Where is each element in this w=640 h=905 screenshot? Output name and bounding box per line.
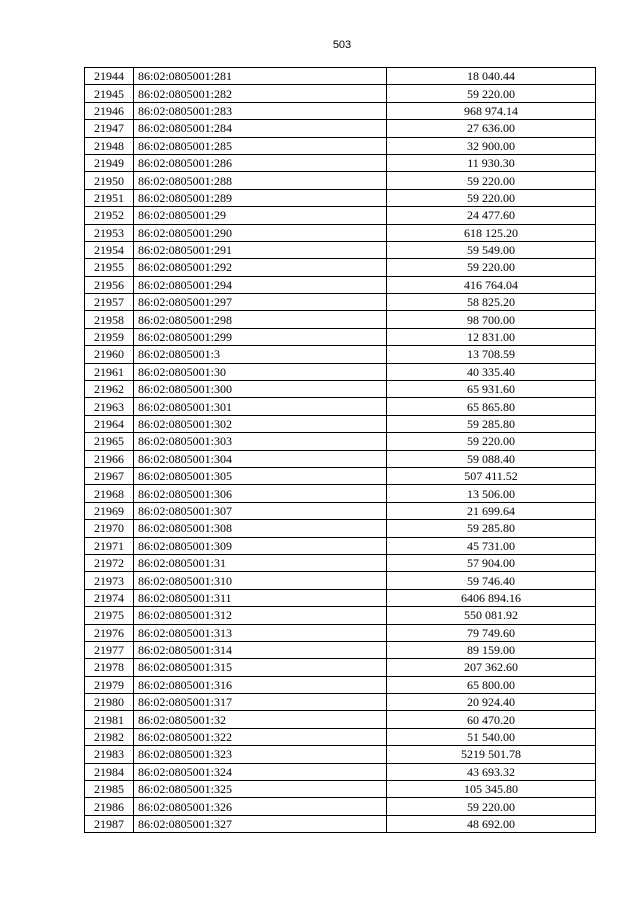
cadastral-number-cell: 86:02:0805001:290 [134,224,387,241]
row-number-cell: 21987 [85,815,134,832]
cadastral-number-cell: 86:02:0805001:322 [134,728,387,745]
table-row [85,520,596,537]
table-row [85,137,596,154]
row-number-cell: 21967 [85,467,134,484]
row-number-cell: 21960 [85,346,134,363]
value-cell: 24 477.60 [387,207,596,224]
cadastral-number-cell: 86:02:0805001:323 [134,746,387,763]
row-number-cell: 21956 [85,276,134,293]
cadastral-number-cell: 86:02:0805001:307 [134,502,387,519]
row-number-cell: 21982 [85,728,134,745]
value-cell: 6406 894.16 [387,589,596,606]
value-cell: 59 285.80 [387,415,596,432]
table-row [85,102,596,119]
table-row [85,554,596,571]
value-cell: 98 700.00 [387,311,596,328]
cadastral-number-cell: 86:02:0805001:305 [134,467,387,484]
table-row [85,207,596,224]
cadastral-number-cell: 86:02:0805001:313 [134,624,387,641]
table-row [85,589,596,606]
row-number-cell: 21977 [85,641,134,658]
table-row [85,241,596,258]
row-number-cell: 21945 [85,85,134,102]
value-cell: 40 335.40 [387,363,596,380]
cadastral-number-cell: 86:02:0805001:289 [134,189,387,206]
table-row [85,450,596,467]
cadastral-number-cell: 86:02:0805001:297 [134,294,387,311]
cadastral-number-cell: 86:02:0805001:303 [134,433,387,450]
cadastral-number-cell: 86:02:0805001:283 [134,102,387,119]
row-number-cell: 21947 [85,120,134,137]
row-number-cell: 21944 [85,68,134,85]
cadastral-number-cell: 86:02:0805001:324 [134,763,387,780]
value-cell: 13 708.59 [387,346,596,363]
table-row [85,676,596,693]
row-number-cell: 21976 [85,624,134,641]
cadastral-number-cell: 86:02:0805001:286 [134,154,387,171]
cadastral-number-cell: 86:02:0805001:309 [134,537,387,554]
table-row [85,172,596,189]
value-cell: 59 220.00 [387,85,596,102]
cadastral-number-cell: 86:02:0805001:325 [134,781,387,798]
value-cell: 32 900.00 [387,137,596,154]
row-number-cell: 21951 [85,189,134,206]
cadastral-number-cell: 86:02:0805001:3 [134,346,387,363]
value-cell: 65 865.80 [387,398,596,415]
table-row [85,120,596,137]
table-row [85,467,596,484]
cadastral-number-cell: 86:02:0805001:317 [134,694,387,711]
row-number-cell: 21978 [85,659,134,676]
cadastral-number-cell: 86:02:0805001:301 [134,398,387,415]
value-cell: 12 831.00 [387,328,596,345]
row-number-cell: 21979 [85,676,134,693]
row-number-cell: 21986 [85,798,134,815]
cadastral-number-cell: 86:02:0805001:298 [134,311,387,328]
cadastral-number-cell: 86:02:0805001:291 [134,241,387,258]
value-cell: 65 931.60 [387,381,596,398]
value-cell: 207 362.60 [387,659,596,676]
row-number-cell: 21983 [85,746,134,763]
value-cell: 59 746.40 [387,572,596,589]
cadastral-number-cell: 86:02:0805001:285 [134,137,387,154]
row-number-cell: 21959 [85,328,134,345]
table-row [85,363,596,380]
row-number-cell: 21957 [85,294,134,311]
value-cell: 13 506.00 [387,485,596,502]
table-row [85,537,596,554]
table-row [85,259,596,276]
value-cell: 507 411.52 [387,467,596,484]
row-number-cell: 21980 [85,694,134,711]
cadastral-number-cell: 86:02:0805001:304 [134,450,387,467]
row-number-cell: 21952 [85,207,134,224]
value-cell: 59 220.00 [387,259,596,276]
cadastral-number-cell: 86:02:0805001:31 [134,554,387,571]
row-number-cell: 21946 [85,102,134,119]
value-cell: 57 904.00 [387,554,596,571]
value-cell: 60 470.20 [387,711,596,728]
table-row [85,68,596,85]
row-number-cell: 21975 [85,607,134,624]
row-number-cell: 21966 [85,450,134,467]
value-cell: 58 825.20 [387,294,596,311]
table-row [85,694,596,711]
registry-table-body [85,68,596,833]
cadastral-number-cell: 86:02:0805001:294 [134,276,387,293]
value-cell: 59 220.00 [387,433,596,450]
value-cell: 11 930.30 [387,154,596,171]
table-row [85,224,596,241]
table-row [85,711,596,728]
table-row [85,502,596,519]
cadastral-number-cell: 86:02:0805001:314 [134,641,387,658]
row-number-cell: 21972 [85,554,134,571]
table-row [85,641,596,658]
row-number-cell: 21950 [85,172,134,189]
cadastral-number-cell: 86:02:0805001:310 [134,572,387,589]
page-number: 503 [332,39,352,51]
row-number-cell: 21985 [85,781,134,798]
row-number-cell: 21968 [85,485,134,502]
value-cell: 48 692.00 [387,815,596,832]
value-cell: 20 924.40 [387,694,596,711]
cadastral-number-cell: 86:02:0805001:327 [134,815,387,832]
table-row [85,398,596,415]
value-cell: 59 220.00 [387,189,596,206]
cadastral-number-cell: 86:02:0805001:281 [134,68,387,85]
value-cell: 18 040.44 [387,68,596,85]
cadastral-number-cell: 86:02:0805001:288 [134,172,387,189]
row-number-cell: 21974 [85,589,134,606]
row-number-cell: 21963 [85,398,134,415]
value-cell: 21 699.64 [387,502,596,519]
cadastral-number-cell: 86:02:0805001:29 [134,207,387,224]
row-number-cell: 21981 [85,711,134,728]
cadastral-number-cell: 86:02:0805001:302 [134,415,387,432]
cadastral-number-cell: 86:02:0805001:326 [134,798,387,815]
value-cell: 59 285.80 [387,520,596,537]
row-number-cell: 21964 [85,415,134,432]
table-row [85,433,596,450]
row-number-cell: 21962 [85,381,134,398]
value-cell: 27 636.00 [387,120,596,137]
table-row [85,346,596,363]
value-cell: 550 081.92 [387,607,596,624]
row-number-cell: 21949 [85,154,134,171]
row-number-cell: 21973 [85,572,134,589]
cadastral-number-cell: 86:02:0805001:300 [134,381,387,398]
value-cell: 51 540.00 [387,728,596,745]
row-number-cell: 21970 [85,520,134,537]
table-row [85,276,596,293]
value-cell: 968 974.14 [387,102,596,119]
table-row [85,189,596,206]
row-number-cell: 21984 [85,763,134,780]
cadastral-number-cell: 86:02:0805001:311 [134,589,387,606]
table-row [85,485,596,502]
table-row [85,659,596,676]
table-row [85,728,596,745]
table-row [85,572,596,589]
row-number-cell: 21971 [85,537,134,554]
table-row [85,781,596,798]
value-cell: 105 345.80 [387,781,596,798]
table-row [85,815,596,832]
value-cell: 65 800.00 [387,676,596,693]
row-number-cell: 21958 [85,311,134,328]
value-cell: 59 220.00 [387,172,596,189]
value-cell: 416 764.04 [387,276,596,293]
row-number-cell: 21954 [85,241,134,258]
row-number-cell: 21955 [85,259,134,276]
table-row [85,746,596,763]
value-cell: 45 731.00 [387,537,596,554]
value-cell: 59 088.40 [387,450,596,467]
table-row [85,85,596,102]
value-cell: 43 693.32 [387,763,596,780]
row-number-cell: 21953 [85,224,134,241]
cadastral-number-cell: 86:02:0805001:299 [134,328,387,345]
cadastral-number-cell: 86:02:0805001:292 [134,259,387,276]
cadastral-number-cell: 86:02:0805001:306 [134,485,387,502]
table-row [85,607,596,624]
value-cell: 618 125.20 [387,224,596,241]
table-row [85,381,596,398]
row-number-cell: 21969 [85,502,134,519]
value-cell: 89 159.00 [387,641,596,658]
value-cell: 59 220.00 [387,798,596,815]
table-row [85,328,596,345]
table-row [85,415,596,432]
value-cell: 5219 501.78 [387,746,596,763]
cadastral-number-cell: 86:02:0805001:316 [134,676,387,693]
table-row [85,154,596,171]
table-row [85,624,596,641]
table-row [85,294,596,311]
row-number-cell: 21961 [85,363,134,380]
cadastral-number-cell: 86:02:0805001:315 [134,659,387,676]
table-row [85,798,596,815]
cadastral-number-cell: 86:02:0805001:284 [134,120,387,137]
cadastral-number-cell: 86:02:0805001:308 [134,520,387,537]
value-cell: 59 549.00 [387,241,596,258]
registry-table [84,67,596,833]
row-number-cell: 21965 [85,433,134,450]
row-number-cell: 21948 [85,137,134,154]
table-row [85,311,596,328]
cadastral-number-cell: 86:02:0805001:30 [134,363,387,380]
cadastral-number-cell: 86:02:0805001:312 [134,607,387,624]
value-cell: 79 749.60 [387,624,596,641]
table-row [85,763,596,780]
cadastral-number-cell: 86:02:0805001:282 [134,85,387,102]
cadastral-number-cell: 86:02:0805001:32 [134,711,387,728]
